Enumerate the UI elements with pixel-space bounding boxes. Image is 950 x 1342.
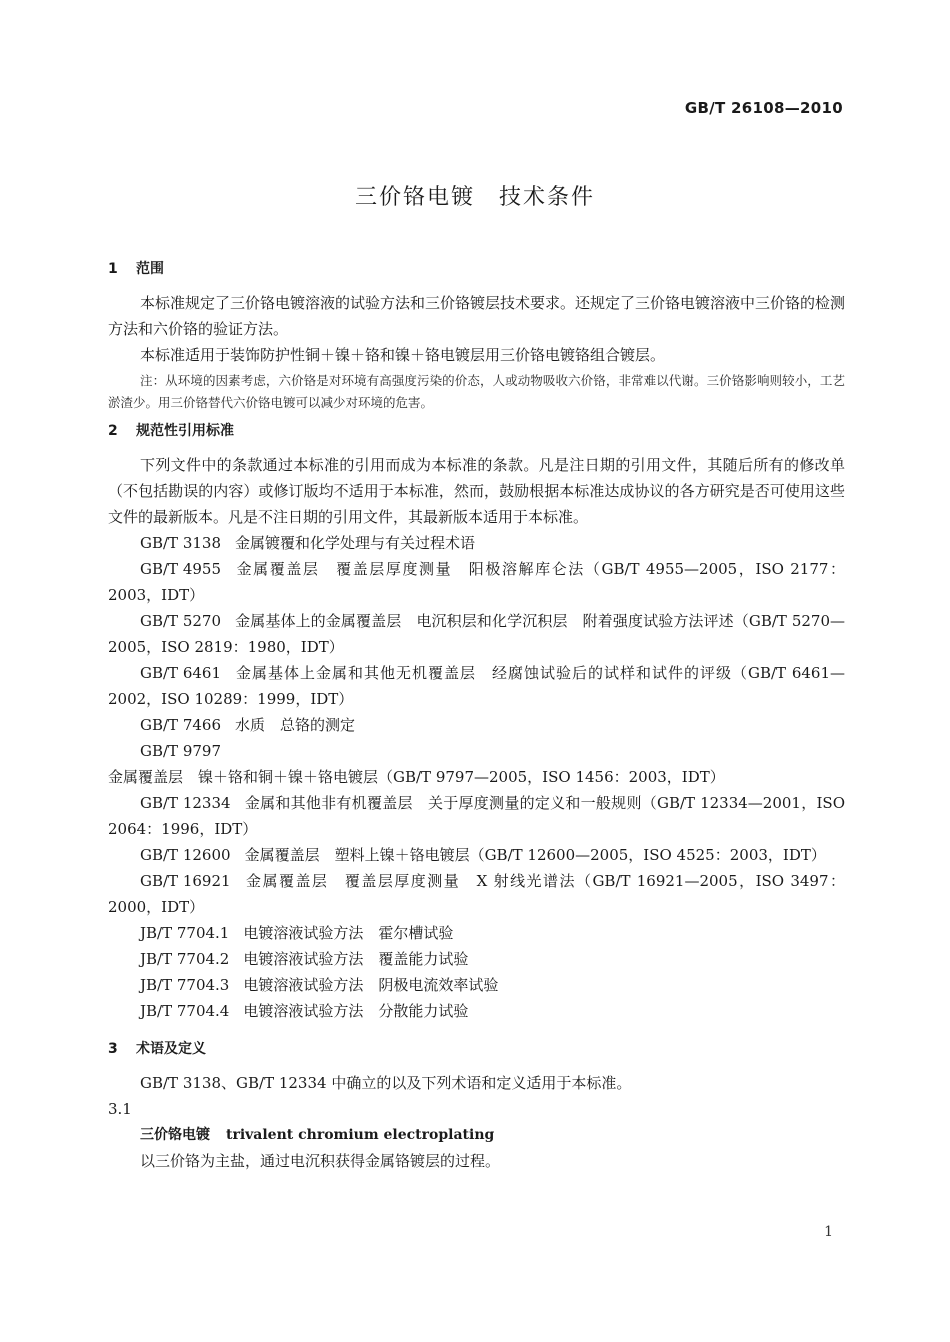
reference-item <box>108 556 845 608</box>
reference-item <box>108 712 845 738</box>
reference-title: 金属基体上的金属覆盖层 电沉积层和化学沉积层 附着强度试验方法评述（GB/T 5270—2005，ISO 2819：1980，IDT） <box>108 612 845 656</box>
reference-item <box>108 998 845 1024</box>
reference-item <box>108 972 845 998</box>
term-heading <box>108 1122 845 1148</box>
terms-intro: GB/T 3138、GB/T 12334 中确立的以及下列术语和定义适用于本标准。 <box>140 1074 632 1092</box>
page-number: 1 <box>824 1224 833 1240</box>
reference-item <box>108 790 845 842</box>
reference-title: 电镀溶液试验方法 阴极电流效率试验 <box>243 976 499 994</box>
document-body <box>108 256 845 1174</box>
reference-title: 金属和其他非有机覆盖层 关于厚度测量的定义和一般规则（GB/T 12334—2001，ISO 2064：1996，IDT） <box>108 794 845 838</box>
reference-code: GB/T 16921 <box>140 872 231 890</box>
reference-title: 金属覆盖层 覆盖层厚度测量 阳极溶解库仑法（GB/T 4955—2005，ISO 2177：2003，IDT） <box>108 560 845 604</box>
reference-code: GB/T 4955 <box>140 560 222 578</box>
document-title: 三价铬电镀 技术条件 <box>354 185 595 210</box>
reference-item <box>108 842 845 868</box>
section-1-heading <box>108 256 845 282</box>
term-english: trivalent chromium electroplating <box>226 1127 495 1143</box>
reference-title: 电镀溶液试验方法 分散能力试验 <box>243 1002 469 1020</box>
reference-item <box>108 608 845 660</box>
reference-title: 电镀溶液试验方法 覆盖能力试验 <box>243 950 469 968</box>
scope-note: 注：从环境的因素考虑，六价铬是对环境有高强度污染的价态，人或动物吸收六价铬，非常难以代谢。三价铬影响则较小，工艺淤渣少。用三价铬替代六价铬电镀可以减少对环境的危害。 <box>108 373 845 410</box>
reference-code: GB/T 6461 <box>140 664 222 682</box>
reference-code: JB/T 7704.2 <box>140 950 230 968</box>
section-number: 1 <box>108 261 118 277</box>
reference-code: JB/T 7704.1 <box>140 924 230 942</box>
scope-paragraph-1: 本标准规定了三价铬电镀溶液的试验方法和三价铬镀层技术要求。还规定了三价铬电镀溶液中三价铬的检测方法和六价铬的验证方法。 <box>108 294 846 338</box>
reference-code: GB/T 7466 <box>140 716 222 734</box>
reference-title: 金属覆盖层 塑料上镍＋铬电镀层（GB/T 12600—2005，ISO 4525：2003，IDT） <box>244 846 826 864</box>
reference-title: 金属镀覆和化学处理与有关过程术语 <box>235 534 476 552</box>
reference-code: GB/T 12600 <box>140 846 231 864</box>
term-number: 3.1 <box>108 1100 132 1118</box>
term-chinese: 三价铬电镀 <box>140 1127 210 1143</box>
reference-item <box>108 660 845 712</box>
standard-code: GB/T 26108—2010 <box>684 99 843 117</box>
reference-item <box>108 530 845 556</box>
reference-item <box>108 946 845 972</box>
reference-title: 金属覆盖层 镍＋铬和铜＋镍＋铬电镀层（GB/T 9797—2005，ISO 1456：2003，IDT） <box>108 768 725 786</box>
reference-title: 电镀溶液试验方法 霍尔槽试验 <box>243 924 454 942</box>
reference-code: GB/T 12334 <box>140 794 231 812</box>
reference-code: GB/T 3138 <box>140 534 222 552</box>
reference-title: 金属基体上金属和其他无机覆盖层 经腐蚀试验后的试样和试件的评级（GB/T 6461—2002，ISO 10289：1999，IDT） <box>108 664 845 708</box>
term-definition: 以三价铬为主盐，通过电沉积获得金属铬镀层的过程。 <box>140 1152 501 1170</box>
reference-code: JB/T 7704.3 <box>140 976 230 994</box>
reference-title: 金属覆盖层 覆盖层厚度测量 X 射线光谱法（GB/T 16921—2005，ISO 3497：2000，IDT） <box>108 872 845 916</box>
section-title: 范围 <box>136 261 164 277</box>
reference-list <box>108 530 845 1024</box>
section-number: 3 <box>108 1041 118 1057</box>
section-number: 2 <box>108 423 118 439</box>
reference-code: GB/T 5270 <box>140 612 222 630</box>
reference-item <box>108 868 845 920</box>
scope-paragraph-2: 本标准适用于装饰防护性铜＋镍＋铬和镍＋铬电镀层用三价铬电镀铬组合镀层。 <box>140 346 666 364</box>
reference-title: 水质 总铬的测定 <box>235 716 356 734</box>
section-title: 术语及定义 <box>136 1041 206 1057</box>
section-title: 规范性引用标准 <box>136 423 234 439</box>
reference-item <box>108 738 845 790</box>
section-2-heading <box>108 418 845 444</box>
references-intro: 下列文件中的条款通过本标准的引用而成为本标准的条款。凡是注日期的引用文件，其随后所有的修改单（不包括勘误的内容）或修订版均不适用于本标准，然而，鼓励根据本标准达成协议的各方研究是否可使用这些文件的最新版本。凡是不注日期的引用文件，其最新版本适用于本标准。 <box>108 456 845 526</box>
reference-code: JB/T 7704.4 <box>140 1002 230 1020</box>
reference-code: GB/T 9797 <box>140 742 222 760</box>
section-3-heading <box>108 1036 845 1062</box>
reference-item <box>108 920 845 946</box>
